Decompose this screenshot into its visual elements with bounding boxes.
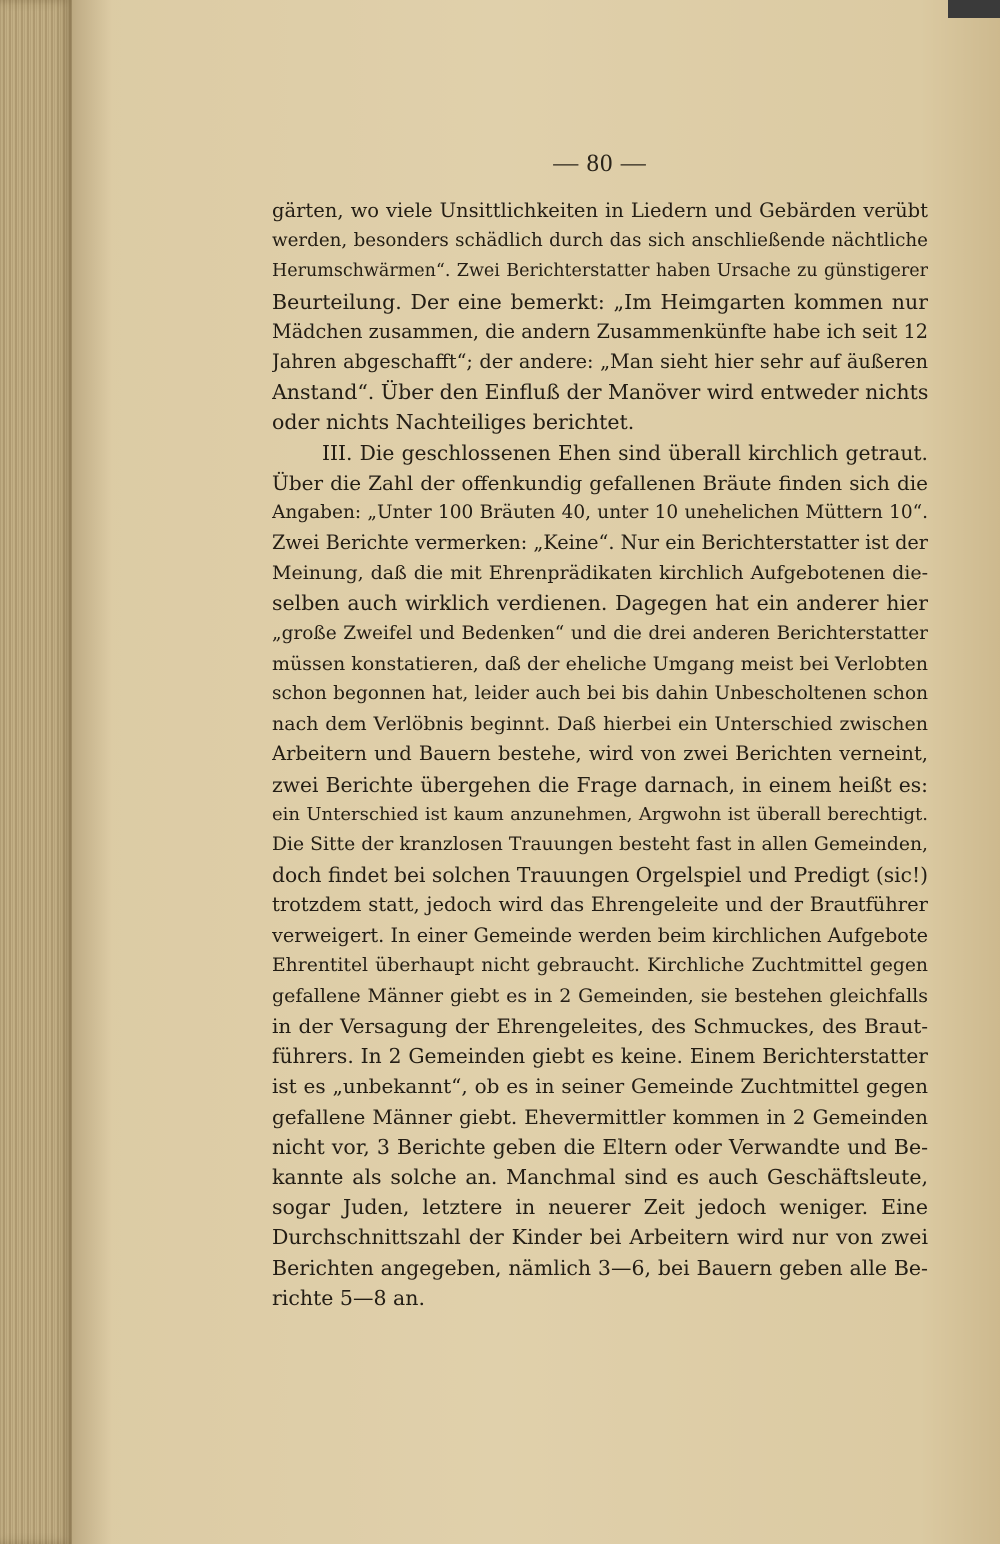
text-line: Herumschwärmen“. Zwei Berichterstatter haben Ursache zu günstigerer <box>272 261 928 282</box>
text-line: Mädchen zusammen, die andern Zusammenkünfte habe ich seit 12 <box>272 319 928 343</box>
text-line: führers. In 2 Gemeinden giebt es keine. Einem Berichterstatter <box>272 1044 928 1069</box>
scan-corner <box>948 0 1000 18</box>
text-line: nach dem Verlöbnis beginnt. Daß hierbei ein Unterschied zwischen <box>272 713 928 736</box>
text-line: nicht vor, 3 Berichte geben die Eltern oder Verwandte und Be- <box>272 1134 928 1159</box>
text-line: Meinung, daß die mit Ehrenprädikaten kirchlich Aufgebotenen die- <box>272 562 928 585</box>
text-line: zwei Berichte übergehen die Frage darnach, in einem heißt es: <box>272 772 928 797</box>
text-line: Anstand“. Über den Einfluß der Manöver wird entweder nichts <box>272 380 928 405</box>
gutter-shadow <box>72 0 112 1544</box>
text-line: doch findet bei solchen Trauungen Orgelspiel und Predigt (sic!) <box>272 863 928 888</box>
text-line: „große Zweifel und Bedenken“ und die drei anderen Berichterstatter <box>272 622 928 644</box>
text-line: Arbeitern und Bauern bestehe, wird von zwei Berichten verneint, <box>272 742 928 766</box>
page-edge-stack <box>0 0 72 1544</box>
body-text <box>272 196 928 1313</box>
text-line: III. Die geschlossenen Ehen sind überall kirchlich getraut. <box>322 440 928 465</box>
text-line: werden, besonders schädlich durch das sich anschließende nächtliche <box>272 230 928 252</box>
text-line: schon begonnen hat, leider auch bei bis dahin Unbescholtenen schon <box>272 683 928 704</box>
text-line: Berichten angegeben, nämlich 3—6, bei Bauern geben alle Be- <box>272 1255 928 1280</box>
text-line: verweigert. In einer Gemeinde werden beim kirchlichen Aufgebote <box>272 923 928 947</box>
text-line: trotzdem statt, jedoch wird das Ehrengeleite und der Brautführer <box>272 893 928 917</box>
text-line: Angaben: „Unter 100 Bräuten 40, unter 10 unehelichen Müttern 10“. <box>272 501 928 523</box>
text-line: gärten, wo viele Unsittlichkeiten in Liedern und Gebärden verübt <box>272 199 928 222</box>
text-line: oder nichts Nachteiliges berichtet. <box>272 410 635 435</box>
text-line: Beurteilung. Der eine bemerkt: „Im Heimgarten kommen nur <box>272 289 928 314</box>
text-line: Ehrentitel überhaupt nicht gebraucht. Kirchliche Zuchtmittel gegen <box>272 954 928 976</box>
text-line: Über die Zahl der offenkundig gefallenen Bräute finden sich die <box>272 470 928 495</box>
text-line: sogar Juden, letztere in neuerer Zeit jedoch weniger. Eine <box>272 1195 928 1220</box>
page-number: — 80 — <box>553 150 647 177</box>
text-line: in der Versagung der Ehrengeleites, des Schmuckes, des Braut- <box>272 1014 928 1039</box>
text-line: gefallene Männer giebt. Ehevermittler kommen in 2 Gemeinden <box>272 1104 928 1129</box>
text-line: gefallene Männer giebt es in 2 Gemeinden, sie bestehen gleichfalls <box>272 984 928 1007</box>
text-line: kannte als solche an. Manchmal sind es auch Geschäftsleute, <box>272 1165 928 1189</box>
text-line: Die Sitte der kranzlosen Trauungen besteht fast in allen Gemeinden, <box>272 833 928 855</box>
text-line: ein Unterschied ist kaum anzunehmen, Argwohn ist überall berechtigt. <box>272 803 928 825</box>
text-line: ist es „unbekannt“, ob es in seiner Gemeinde Zuchtmittel gegen <box>272 1074 928 1099</box>
text-line: müssen konstatieren, daß der eheliche Umgang meist bei Verlobten <box>272 652 928 675</box>
text-line: richte 5—8 an. <box>272 1285 425 1310</box>
text-line: Durchschnittszahl der Kinder bei Arbeitern wird nur von zwei <box>272 1225 928 1250</box>
text-line: Zwei Berichte vermerken: „Keine“. Nur ein Berichterstatter ist der <box>272 531 928 555</box>
text-line: Jahren abgeschafft“; der andere: „Man sieht hier sehr auf äußeren <box>272 349 928 373</box>
text-line: selben auch wirklich verdienen. Dagegen hat ein anderer hier <box>272 591 928 616</box>
